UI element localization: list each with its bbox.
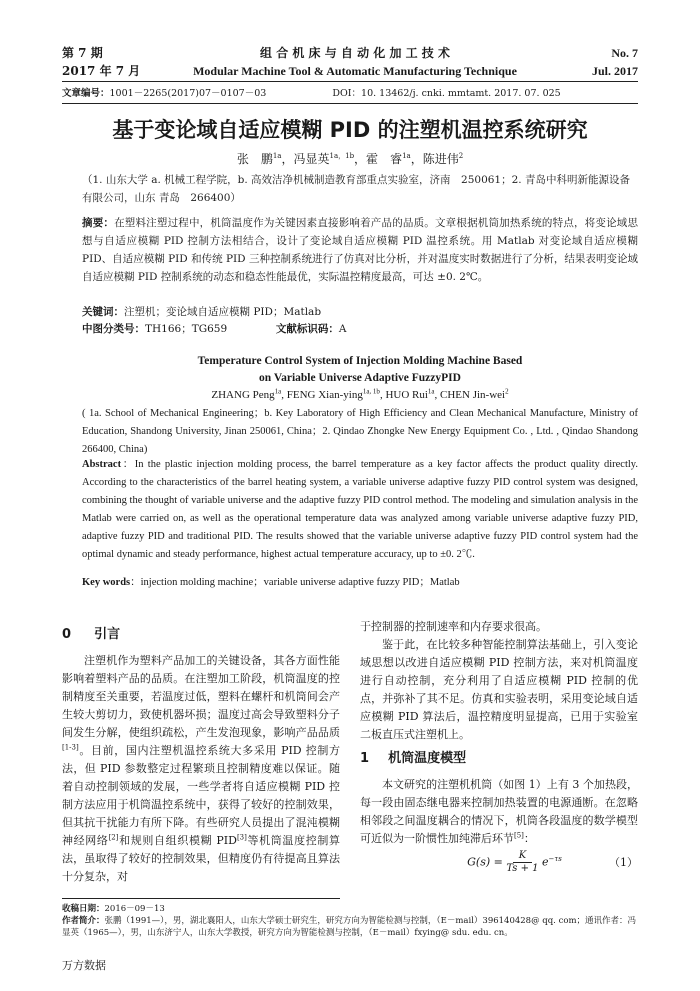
- author-4: ，陈进伟: [410, 152, 459, 166]
- header-journal: [180, 44, 530, 80]
- footnote-rule: [62, 898, 340, 899]
- equation-denominator: Ts + 1: [506, 863, 539, 874]
- keywords-cn-label: 关键词：: [82, 306, 124, 318]
- equation-exp-power: −τs: [548, 854, 562, 863]
- doi: 10. 13462/j. cnki. mmtamt. 2017. 07. 025: [361, 88, 561, 99]
- author-2: ，冯显英: [281, 152, 330, 166]
- authors-en: [82, 387, 638, 403]
- bio-text: 张鹏（1991—），男，湖北襄阳人，山东大学硕士研究生，研究方向为智能检测与控制，（E－mail）396140428@ qq. com；通讯作者：冯显英（1965—），男，山东济宁人，山东大学教授，研究方向为智能检测与控制，（E－mail）fxying@ sdu. edu. cn。: [62, 916, 637, 938]
- keywords-en-label: Key words: [82, 577, 131, 588]
- clc-value: TH166；TG659: [145, 323, 228, 335]
- equation-1: [360, 850, 638, 875]
- author-en-3-affil: 1a: [427, 387, 435, 396]
- bio-label: 作者简介：: [62, 916, 105, 926]
- author-en-4-affil: 2: [505, 387, 509, 396]
- model-text: 本文研究的注塑机机筒（如图 1）上有 3 个加热段，每一段由固态继电器来控制加热装置的电源通断。在忽略相邻段之间温度耦合的情况下，机筒各段温度的数学模型可近似为一阶惯性加纯滞后环节: [360, 778, 638, 845]
- affiliation-cn: （1. 山东大学 a. 机械工程学院，b. 高效洁净机械制造教育部重点实验室，济南 250061；2. 青岛中科明新能源设备有限公司，山东 青岛 266400）: [82, 174, 630, 204]
- author-1-affil: 1a: [272, 152, 282, 160]
- intro-text-4: 等机筒温度控制算法，虽取得了较好的控制效果，但精度仍有待提高且算法十分复杂，对: [62, 834, 340, 883]
- journal-name-en: Modular Machine Tool & Automatic Manufacturing Technique: [193, 64, 517, 78]
- issue-date-cn: 2017 年 7 月: [62, 64, 141, 78]
- title-en-line-1: Temperature Control System of Injection Molding Machine Based: [197, 355, 523, 367]
- citation-2: [2]: [108, 833, 119, 842]
- title-en-line-2: on Variable Universe Adaptive FuzzyPID: [259, 372, 461, 384]
- equation-lhs: G(s) =: [467, 855, 503, 869]
- citation-3: [3]: [236, 833, 247, 842]
- citation-5: [5]: [514, 831, 524, 840]
- doi-label: DOI：: [332, 88, 362, 99]
- section-1-title: 机筒温度模型: [388, 751, 467, 766]
- abstract-en-text: ：In the plastic injection molding process, the barrel temperature as a key factor affects the product quality directly. According to the characteristics of the barrel heating system, a variable universe adaptive fuzzy PID control system was designed, combining the thought of variable universe and the adaptive fuzzy PID control method. The modeling and simulation analysis in the Matlab were carried on, as well as the operational temperature data was analyzed among variable universe adaptive fuzzy PID, adaptive fuzzy PID and traditional PID. The results showed that the variable universe adaptive fuzzy PID control system had the optimal dynamic and steady performance, highest actual temperature accuracy, up to ±0. 2℃.: [82, 459, 638, 560]
- author-en-4: , CHEN Jin-wei: [434, 389, 506, 401]
- classification: [82, 320, 638, 338]
- abstract-cn-label: 摘要：: [82, 217, 115, 229]
- abstract-cn: [82, 214, 638, 286]
- abstract-cn-text: 在塑料注塑过程中，机筒温度作为关键因素直接影响着产品的品质。文章根据机筒加热系统的特点，将变论域思想与自适应模糊 PID 控制方法相结合，设计了变论域自适应模糊 PID 温控系统。用 Matlab 对变论域自适应模糊 PID、自适应模糊 PID 和传统 PID 三种控制系统进行了仿真对比分析，并对温度实时数据进行了分析，结果表明变论域自适应模糊 PID 控制系统的动态和稳态性能最优，实际温控精度最高，可达 ±0. 2℃。: [82, 217, 639, 283]
- equation-exp-base: e: [542, 855, 549, 869]
- author-bio: [62, 915, 638, 939]
- received-date: [62, 903, 638, 915]
- author-en-2: , FENG Xian-ying: [281, 389, 363, 401]
- author-4-affil: 2: [458, 152, 464, 160]
- footnote: [62, 903, 638, 939]
- author-3: ，霍 睿: [354, 152, 403, 166]
- author-1: 张 鹏: [236, 152, 273, 166]
- watermark-text: 万方数据: [62, 959, 106, 972]
- section-1-number: 1: [360, 751, 370, 766]
- paper-title-cn: 基于变论域自适应模糊 PID 的注塑机温控系统研究: [112, 118, 588, 142]
- right-col-paragraph-2: [360, 776, 638, 848]
- keywords-en: [82, 574, 638, 592]
- author-en-2-affil: 1a, 1b: [362, 387, 380, 396]
- author-3-affil: 1a: [402, 152, 411, 160]
- author-en-1: ZHANG Peng: [211, 389, 275, 401]
- issue-number-en: No. 7: [611, 46, 638, 60]
- meta-rule: [62, 103, 638, 104]
- intro-text-1: 注塑机作为塑料产品加工的关键设备，其各方面性能影响着塑料产品的品质。在注塑加工阶段，机筒温度的控制精度至关重要，若温度过低，塑料在螺杆和机筒间会产生较大剪切力，致使机器坏损；温度过高会导致塑料分子间发生分解，使组织疏松，产生发泡现象，影响产品品质: [62, 654, 340, 739]
- left-column: [62, 620, 340, 886]
- header-issue-cn: [62, 44, 172, 80]
- keywords-en-text: ：injection molding machine；variable universe adaptive fuzzy PID；Matlab: [130, 577, 460, 588]
- issue-number-cn: 第 7 期: [62, 46, 103, 60]
- authors-cn: [62, 150, 638, 168]
- paper-title-en: [82, 353, 638, 387]
- citation-1-3: [1-3]: [62, 743, 79, 752]
- doc-code-value: A: [338, 323, 347, 335]
- section-0-title: 引言: [94, 627, 121, 642]
- article-no-label: 文章编号：: [62, 88, 110, 99]
- received-value: 2016－09－13: [104, 904, 165, 914]
- right-column: [360, 618, 638, 875]
- section-0-number: 0: [62, 627, 72, 642]
- section-1-heading: [360, 748, 638, 770]
- intro-paragraph: [62, 652, 340, 886]
- article-no: 1001－2265(2017)07－0107－03: [109, 88, 267, 99]
- clc-label: 中图分类号：: [82, 323, 145, 335]
- equation-numerator: K: [513, 850, 532, 863]
- abstract-en: [82, 456, 638, 564]
- model-text-colon: ：: [523, 832, 535, 845]
- equation-fraction: [506, 850, 538, 875]
- header-issue-en: [560, 44, 638, 80]
- keywords-cn: [82, 303, 638, 321]
- right-col-continuation: 于控制器的控制速率和内存要求很高。: [360, 620, 547, 633]
- received-label: 收稿日期：: [62, 904, 105, 914]
- section-0-heading: [62, 624, 340, 646]
- header-rule: [62, 81, 638, 82]
- equation-number: （1）: [609, 855, 638, 869]
- intro-text-2: 。目前，国内注塑机温控系统大多采用 PID 控制方法，但 PID 参数整定过程繁琐且控制精度难以保证。随着自动控制领域的发展，一些学者将自适应模糊 PID 控制方法应用于机筒温控系统中，获得了较好的控制效果，但其抗干扰能力有所下降。有些研究人员提出了混沌模糊神经网络: [62, 744, 340, 847]
- author-en-3: , HUO Rui: [379, 389, 428, 401]
- issue-date-en: Jul. 2017: [591, 64, 638, 78]
- journal-name-cn: 组 合 机 床 与 自 动 化 加 工 技 术: [260, 46, 450, 60]
- author-2-affil: 1a，1b: [329, 152, 355, 160]
- right-col-paragraph-1: 鉴于此，在比较多种智能控制算法基础上，引入变论域思想以改进自适应模糊 PID 控制方法，来对机筒温度进行自动控制，充分利用了自适应模糊 PID 控制的优点，并弥补了其不足。仿真和实验表明，采用变论域自适应模糊 PID 算法后，温控精度明显提高，已用于实验室二板直压式注塑机上。: [360, 638, 638, 741]
- author-en-1-affil: 1a: [274, 387, 282, 396]
- intro-text-3: 和规则自组织模糊 PID: [118, 834, 237, 847]
- article-meta: [62, 88, 561, 100]
- doc-code-label: 文献标识码：: [275, 323, 339, 335]
- keywords-cn-text: 注塑机；变论域自适应模糊 PID；Matlab: [124, 306, 322, 318]
- abstract-en-label: Abstract: [82, 459, 122, 470]
- affiliation-en: ( 1a. School of Mechanical Engineering；b. Key Laboratory of High Efficiency and Clean Mechanical Manufacture, Ministry of Education, Shandong University, Jinan 250061, China；2. Qindao Zhongke New Energy Equipment Co. , Ltd. , Qindao Shandong 266400, China): [82, 408, 638, 455]
- equation-body: [467, 850, 562, 875]
